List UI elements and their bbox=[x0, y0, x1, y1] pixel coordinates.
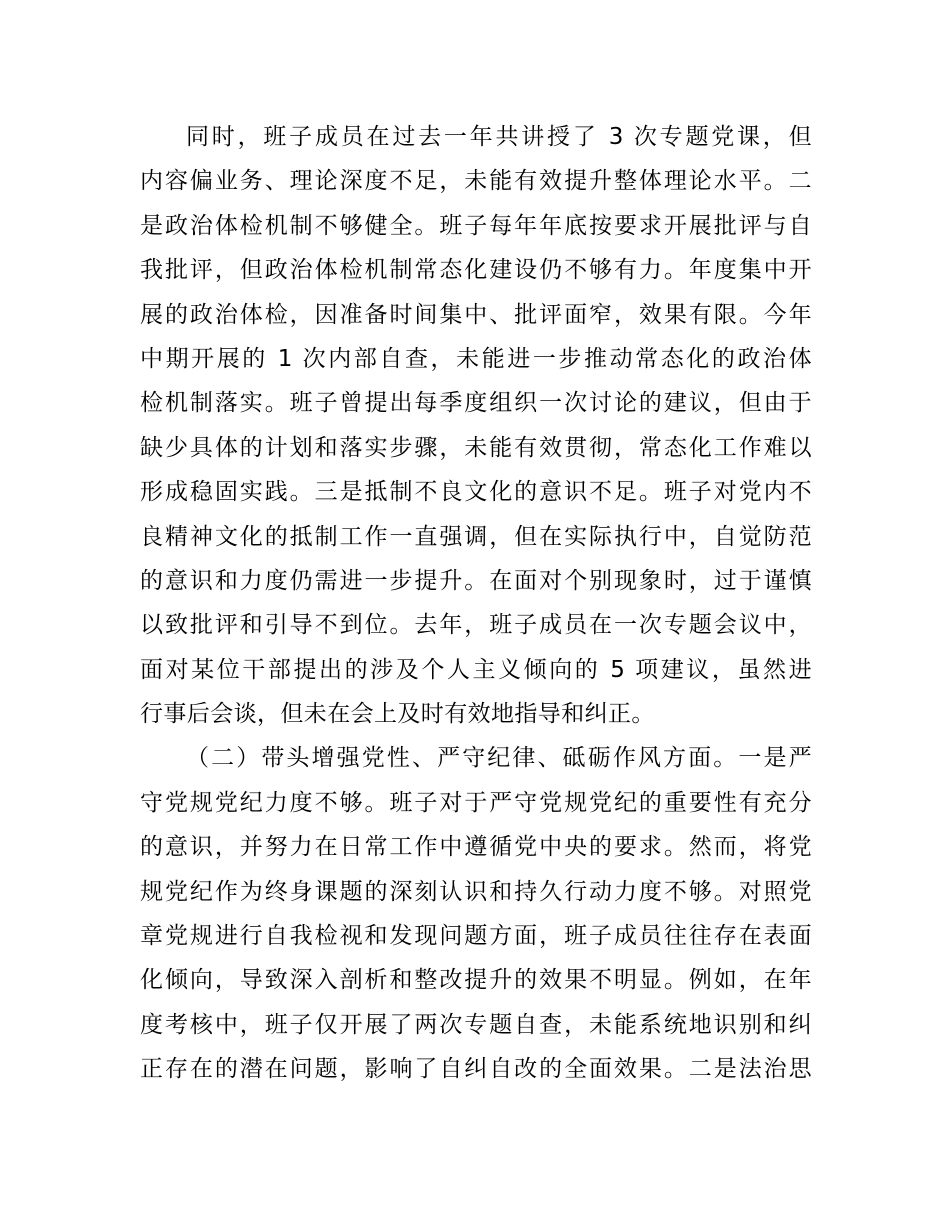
text-line: 面对某位干部提出的涉及个人主义倾向的 5 项建议，虽然进 bbox=[140, 656, 812, 683]
text-line: 缺少具体的计划和落实步骤，未能有效贯彻，常态化工作难以 bbox=[140, 434, 812, 461]
paragraph-2 bbox=[140, 736, 812, 1091]
text-line: 的意识和力度仍需进一步提升。在面对个别现象时，过于谨慎 bbox=[140, 567, 812, 594]
text-line: 守党规党纪力度不够。班子对于严守党规党纪的重要性有充分 bbox=[140, 789, 812, 816]
text-line: 同时，班子成员在过去一年共讲授了 3 次专题党课，但 bbox=[186, 124, 812, 150]
document-body bbox=[140, 115, 812, 1092]
paragraph-1 bbox=[140, 115, 812, 736]
text-line: 正存在的潜在问题，影响了自纠自改的全面效果。二是法治思 bbox=[140, 1056, 812, 1083]
text-line: 度考核中，班子仅开展了两次专题自查，未能系统地识别和纠 bbox=[140, 1011, 812, 1038]
text-line: 的意识，并努力在日常工作中遵循党中央的要求。然而，将党 bbox=[140, 834, 812, 861]
text-line: 是政治体检机制不够健全。班子每年年底按要求开展批评与自 bbox=[140, 212, 812, 239]
text-line: 展的政治体检，因准备时间集中、批评面窄，效果有限。今年 bbox=[140, 301, 812, 328]
text-line: 检机制落实。班子曾提出每季度组织一次讨论的建议，但由于 bbox=[140, 390, 812, 417]
text-line: 我批评，但政治体检机制常态化建设仍不够有力。年度集中开 bbox=[140, 257, 812, 284]
text-line: 以致批评和引导不到位。去年，班子成员在一次专题会议中， bbox=[140, 612, 812, 639]
text-line: 章党规进行自我检视和发现问题方面，班子成员往往存在表面 bbox=[140, 923, 812, 950]
text-line: 行事后会谈，但未在会上及时有效地指导和纠正。 bbox=[140, 701, 655, 728]
text-line: 形成稳固实践。三是抵制不良文化的意识不足。班子对党内不 bbox=[140, 479, 812, 506]
text-line: 内容偏业务、理论深度不足，未能有效提升整体理论水平。二 bbox=[140, 168, 812, 195]
text-line: 化倾向，导致深入剖析和整改提升的效果不明显。例如，在年 bbox=[140, 967, 812, 994]
text-line: （二）带头增强党性、严守纪律、砥砺作风方面。一是严 bbox=[186, 745, 812, 772]
text-line: 中期开展的 1 次内部自查，未能进一步推动常态化的政治体 bbox=[140, 345, 812, 372]
text-line: 良精神文化的抵制工作一直强调，但在实际执行中，自觉防范 bbox=[140, 523, 812, 550]
text-line: 规党纪作为终身课题的深刻认识和持久行动力度不够。对照党 bbox=[140, 878, 812, 905]
